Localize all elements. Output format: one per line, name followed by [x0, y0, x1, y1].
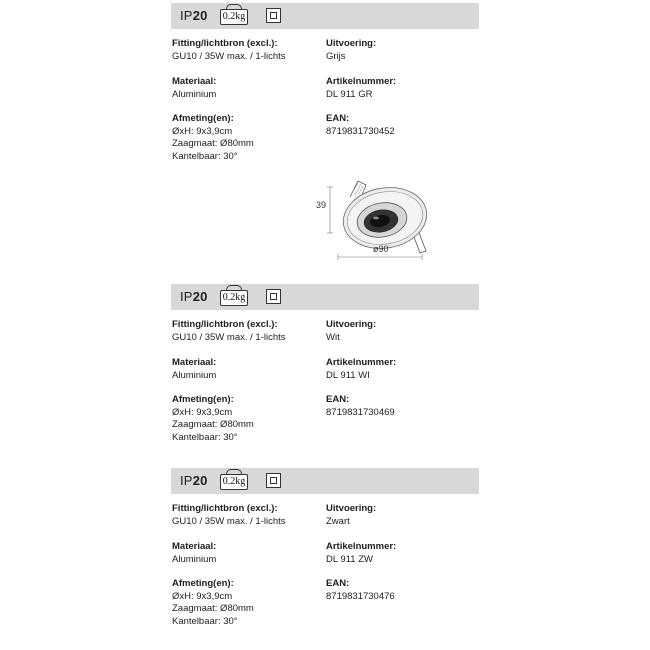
weight-value: 0.2kg: [220, 9, 248, 25]
material-value: Aluminium: [172, 88, 217, 100]
article-label: Artikelnummer:: [326, 541, 397, 552]
material-label: Materiaal:: [172, 76, 217, 87]
dimensions-label: Afmeting(en):: [172, 578, 234, 589]
dimensions-value: ØxH: 9x3,9cm: [172, 406, 233, 418]
spec-header-bar: [171, 284, 479, 310]
ean-spec: [326, 113, 395, 138]
ip-rating: IP20: [180, 289, 208, 304]
finish-spec: [326, 503, 376, 528]
article-value: DL 911 GR: [326, 88, 373, 100]
ean-spec: [326, 578, 395, 603]
material-label: Materiaal:: [172, 357, 217, 368]
article-value: DL 911 WI: [326, 369, 370, 381]
dimensions-value: ØxH: 9x3,9cm: [172, 590, 233, 602]
finish-label: Uitvoering:: [326, 319, 377, 330]
fitting-label: Fitting/lichtbron (excl.):: [172, 38, 278, 49]
dimensions-value: Zaagmaat: Ø80mm: [172, 138, 254, 149]
article-label: Artikelnummer:: [326, 76, 397, 87]
material-spec: [172, 541, 216, 566]
finish-value: Wit: [326, 331, 340, 343]
fitting-label: Fitting/lichtbron (excl.):: [172, 503, 278, 514]
ip-rating: IP20: [180, 8, 208, 23]
indoor-box-icon: [266, 289, 281, 304]
article-value: DL 911 ZW: [326, 553, 373, 565]
dimensions-value: Zaagmaat: Ø80mm: [172, 419, 254, 430]
weight-icon: [219, 285, 249, 307]
fitting-spec: [172, 319, 286, 344]
article-spec: [326, 76, 396, 101]
ip-rating: IP20: [180, 473, 208, 488]
ean-label: EAN:: [326, 113, 350, 124]
finish-spec: [326, 319, 376, 344]
dimensions-label: Afmeting(en):: [172, 113, 234, 124]
material-spec: [172, 357, 216, 382]
dimensions-value: Zaagmaat: Ø80mm: [172, 603, 254, 614]
dimensions-spec: [172, 113, 254, 163]
ean-value: 8719831730469: [326, 406, 395, 418]
ean-label: EAN:: [326, 394, 350, 405]
weight-icon: [219, 469, 249, 491]
dimensions-value: Kantelbaar: 30°: [172, 615, 238, 627]
indoor-box-icon: [266, 473, 281, 488]
spec-header-bar: [171, 468, 479, 494]
indoor-box-icon: [266, 8, 281, 23]
finish-label: Uitvoering:: [326, 503, 377, 514]
fitting-value: GU10 / 35W max. / 1-lichts: [172, 331, 286, 343]
fitting-value: GU10 / 35W max. / 1-lichts: [172, 50, 286, 62]
material-value: Aluminium: [172, 553, 217, 565]
fitting-spec: [172, 38, 286, 63]
weight-value: 0.2kg: [220, 290, 248, 306]
height-dimension-label: 39: [316, 200, 327, 210]
spec-header-bar: [171, 3, 479, 29]
fitting-value: GU10 / 35W max. / 1-lichts: [172, 515, 286, 527]
finish-label: Uitvoering:: [326, 38, 377, 49]
dimensions-label: Afmeting(en):: [172, 394, 234, 405]
dimensions-value: Kantelbaar: 30°: [172, 431, 238, 443]
material-value: Aluminium: [172, 369, 217, 381]
fitting-spec: [172, 503, 286, 528]
fitting-label: Fitting/lichtbron (excl.):: [172, 319, 278, 330]
ean-value: 8719831730452: [326, 125, 395, 137]
dimensions-spec: [172, 578, 254, 628]
material-label: Materiaal:: [172, 541, 217, 552]
finish-value: Grijs: [326, 50, 346, 62]
article-label: Artikelnummer:: [326, 357, 397, 368]
material-spec: [172, 76, 216, 101]
ean-spec: [326, 394, 395, 419]
ean-value: 8719831730476: [326, 590, 395, 602]
weight-icon: [219, 4, 249, 26]
dimensions-spec: [172, 394, 254, 444]
dimensions-value: ØxH: 9x3,9cm: [172, 125, 233, 137]
article-spec: [326, 541, 396, 566]
technical-drawing: [310, 175, 440, 270]
ean-label: EAN:: [326, 578, 350, 589]
dimensions-value: Kantelbaar: 30°: [172, 150, 238, 162]
article-spec: [326, 357, 396, 382]
finish-value: Zwart: [326, 515, 350, 527]
weight-value: 0.2kg: [220, 474, 248, 490]
finish-spec: [326, 38, 376, 63]
diameter-dimension-label: ø90: [373, 244, 389, 254]
